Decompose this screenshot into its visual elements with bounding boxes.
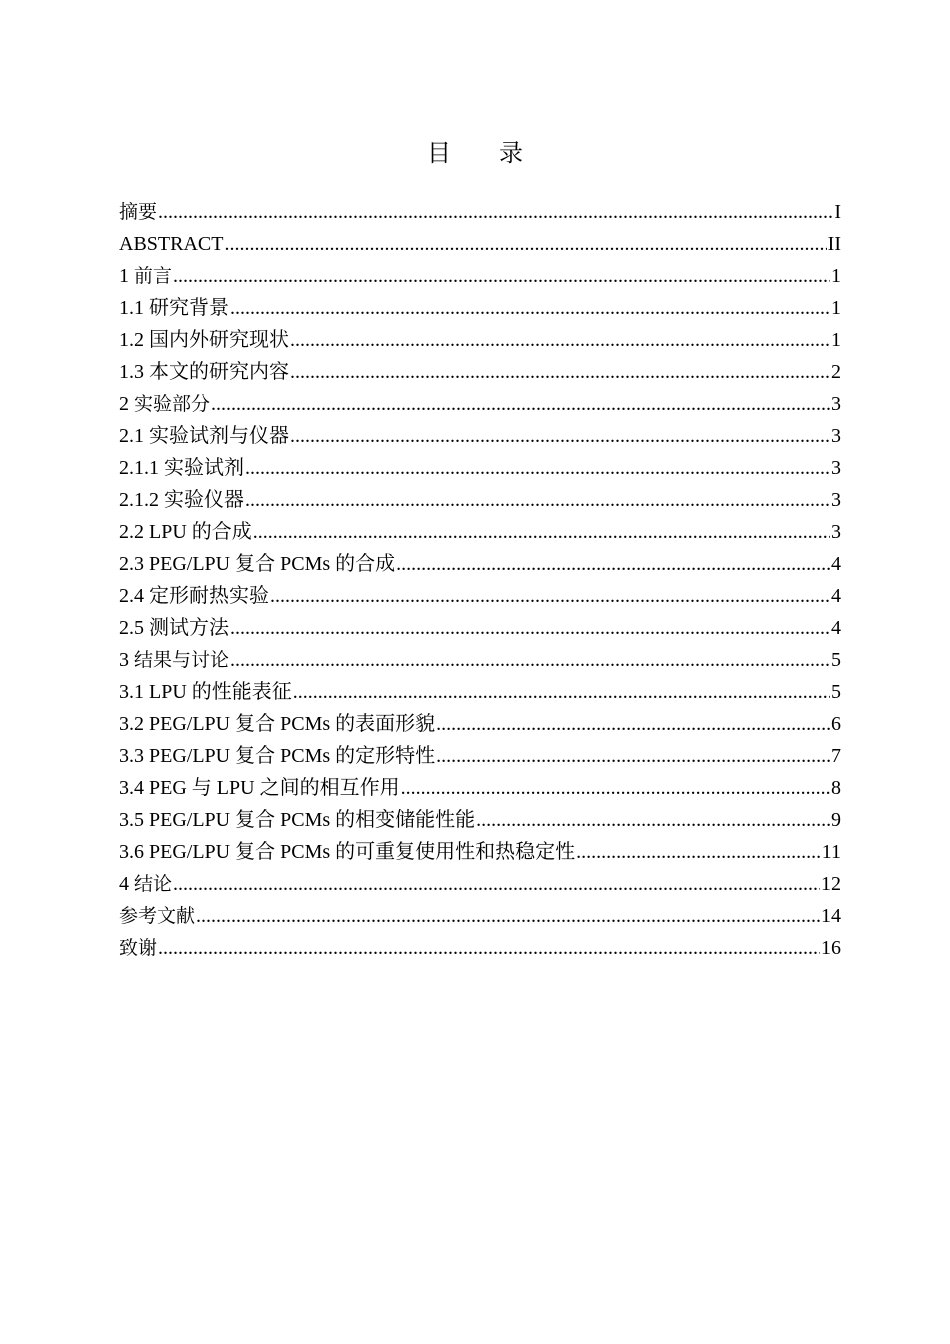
toc-dot-leader [436, 740, 830, 772]
toc-entry[interactable] [119, 196, 841, 228]
toc-entry-label: 3.2 PEG/LPU 复合 PCMs 的表面形貌 [119, 713, 436, 735]
toc-page-number: 14 [821, 905, 841, 927]
toc-page-number: 5 [831, 649, 841, 671]
toc-entry[interactable] [119, 772, 841, 804]
toc-dot-leader [290, 420, 830, 452]
toc-dot-leader [230, 612, 830, 644]
toc-dot-leader [211, 388, 830, 420]
toc-page-number: 2 [831, 361, 841, 383]
toc-entry[interactable] [119, 708, 841, 740]
toc-entry-label: ABSTRACT [119, 233, 224, 255]
toc-entry[interactable] [119, 484, 841, 516]
toc-dot-leader [245, 484, 830, 516]
toc-dot-leader [401, 772, 830, 804]
toc-entry[interactable] [119, 836, 841, 868]
toc-entry-label: 2.5 测试方法 [119, 617, 229, 639]
toc-page-number: 3 [831, 457, 841, 479]
toc-entry-label: 3.6 PEG/LPU 复合 PCMs 的可重复使用性和热稳定性 [119, 841, 576, 863]
toc-entry-label [119, 260, 172, 292]
toc-page-number: 4 [831, 585, 841, 607]
toc-entry[interactable] [119, 260, 841, 292]
toc-page-number: 3 [831, 425, 841, 447]
toc-entry[interactable] [119, 324, 841, 356]
toc-entry[interactable] [119, 580, 841, 612]
toc-page-number: 1 [831, 265, 841, 287]
toc-entry-label: 2.2 LPU 的合成 [119, 521, 252, 543]
title-char-2: 录 [499, 139, 523, 167]
toc-entry-label-rest: 结果与讨论 [134, 649, 230, 671]
toc-dot-leader [245, 452, 830, 484]
toc-entry-label-rest: 结论 [134, 873, 173, 895]
toc-page-number: 4 [831, 617, 841, 639]
toc-entry[interactable] [119, 356, 841, 388]
toc-entry[interactable] [119, 676, 841, 708]
toc-entry-label-text: 3 [119, 649, 134, 671]
toc-entry-label: 摘要 [119, 201, 158, 223]
toc-entry[interactable] [119, 548, 841, 580]
toc-entry-label-rest: 实验部分 [134, 393, 211, 415]
toc-entry-label: 1.2 国内外研究现状 [119, 329, 289, 351]
toc-entry-label: 2.1.2 实验仪器 [119, 489, 244, 511]
toc-dot-leader [230, 644, 830, 676]
toc-page-number: 12 [821, 873, 841, 895]
toc-entry[interactable] [119, 804, 841, 836]
toc-entry-label: 3.3 PEG/LPU 复合 PCMs 的定形特性 [119, 745, 436, 767]
toc-entry-label [119, 388, 210, 420]
toc-entry-label [119, 868, 172, 900]
toc-page-number: 4 [831, 553, 841, 575]
toc-entry-label: 2.1 实验试剂与仪器 [119, 425, 289, 447]
toc-dot-leader [396, 548, 830, 580]
toc-page-number: II [827, 233, 841, 255]
toc-page-number: 1 [831, 329, 841, 351]
page-title [0, 136, 950, 170]
toc-entry[interactable] [119, 932, 841, 964]
toc-entry[interactable] [119, 452, 841, 484]
toc-entry[interactable] [119, 644, 841, 676]
toc-entry-label [119, 644, 229, 676]
toc-dot-leader [173, 868, 820, 900]
toc-entry[interactable] [119, 388, 841, 420]
toc-entry-label: 3.5 PEG/LPU 复合 PCMs 的相变储能性能 [119, 809, 476, 831]
toc-entry-label-text: 4 [119, 873, 134, 895]
toc-page-number: 8 [831, 777, 841, 799]
toc-dot-leader [253, 516, 830, 548]
toc-entry-label: 3.1 LPU 的性能表征 [119, 681, 292, 703]
toc-dot-leader [270, 580, 830, 612]
toc-entry-label: 1.3 本文的研究内容 [119, 361, 289, 383]
toc-entry-label: 2.3 PEG/LPU 复合 PCMs 的合成 [119, 553, 396, 575]
toc-dot-leader [290, 356, 830, 388]
toc-entry-label-text: 1 [119, 265, 134, 287]
toc-entry-label: 致谢 [119, 937, 158, 959]
toc-page-number: 5 [831, 681, 841, 703]
toc-entry[interactable] [119, 420, 841, 452]
table-of-contents [119, 196, 841, 964]
toc-dot-leader [224, 228, 826, 260]
toc-dot-leader [476, 804, 830, 836]
toc-entry-label: 参考文献 [119, 905, 196, 927]
toc-dot-leader [290, 324, 830, 356]
toc-entry[interactable] [119, 900, 841, 932]
toc-page-number: 3 [831, 489, 841, 511]
toc-page-number: 7 [831, 745, 841, 767]
toc-entry-label: 2.1.1 实验试剂 [119, 457, 244, 479]
toc-page-number: 16 [821, 937, 841, 959]
toc-page-number: I [834, 201, 841, 223]
toc-dot-leader [158, 932, 820, 964]
toc-entry[interactable] [119, 612, 841, 644]
toc-entry[interactable] [119, 228, 841, 260]
title-char-1: 目 [427, 139, 451, 167]
toc-dot-leader [436, 708, 830, 740]
toc-entry-label-text: 2 [119, 393, 134, 415]
toc-entry[interactable] [119, 292, 841, 324]
toc-dot-leader [158, 196, 833, 228]
toc-dot-leader [230, 292, 830, 324]
toc-dot-leader [196, 900, 820, 932]
toc-entry-label: 1.1 研究背景 [119, 297, 229, 319]
toc-page-number: 6 [831, 713, 841, 735]
toc-entry-label: 3.4 PEG 与 LPU 之间的相互作用 [119, 777, 400, 799]
toc-entry-label: 2.4 定形耐热实验 [119, 585, 269, 607]
toc-entry-label-rest: 前言 [134, 265, 173, 287]
toc-page-number: 11 [821, 841, 841, 863]
toc-page-number: 9 [831, 809, 841, 831]
toc-dot-leader [173, 260, 830, 292]
toc-page-number: 3 [831, 521, 841, 543]
toc-dot-leader [293, 676, 830, 708]
toc-page-number: 3 [831, 393, 841, 415]
toc-page-number: 1 [831, 297, 841, 319]
toc-entry[interactable] [119, 516, 841, 548]
toc-dot-leader [576, 836, 821, 868]
toc-entry[interactable] [119, 868, 841, 900]
toc-entry[interactable] [119, 740, 841, 772]
